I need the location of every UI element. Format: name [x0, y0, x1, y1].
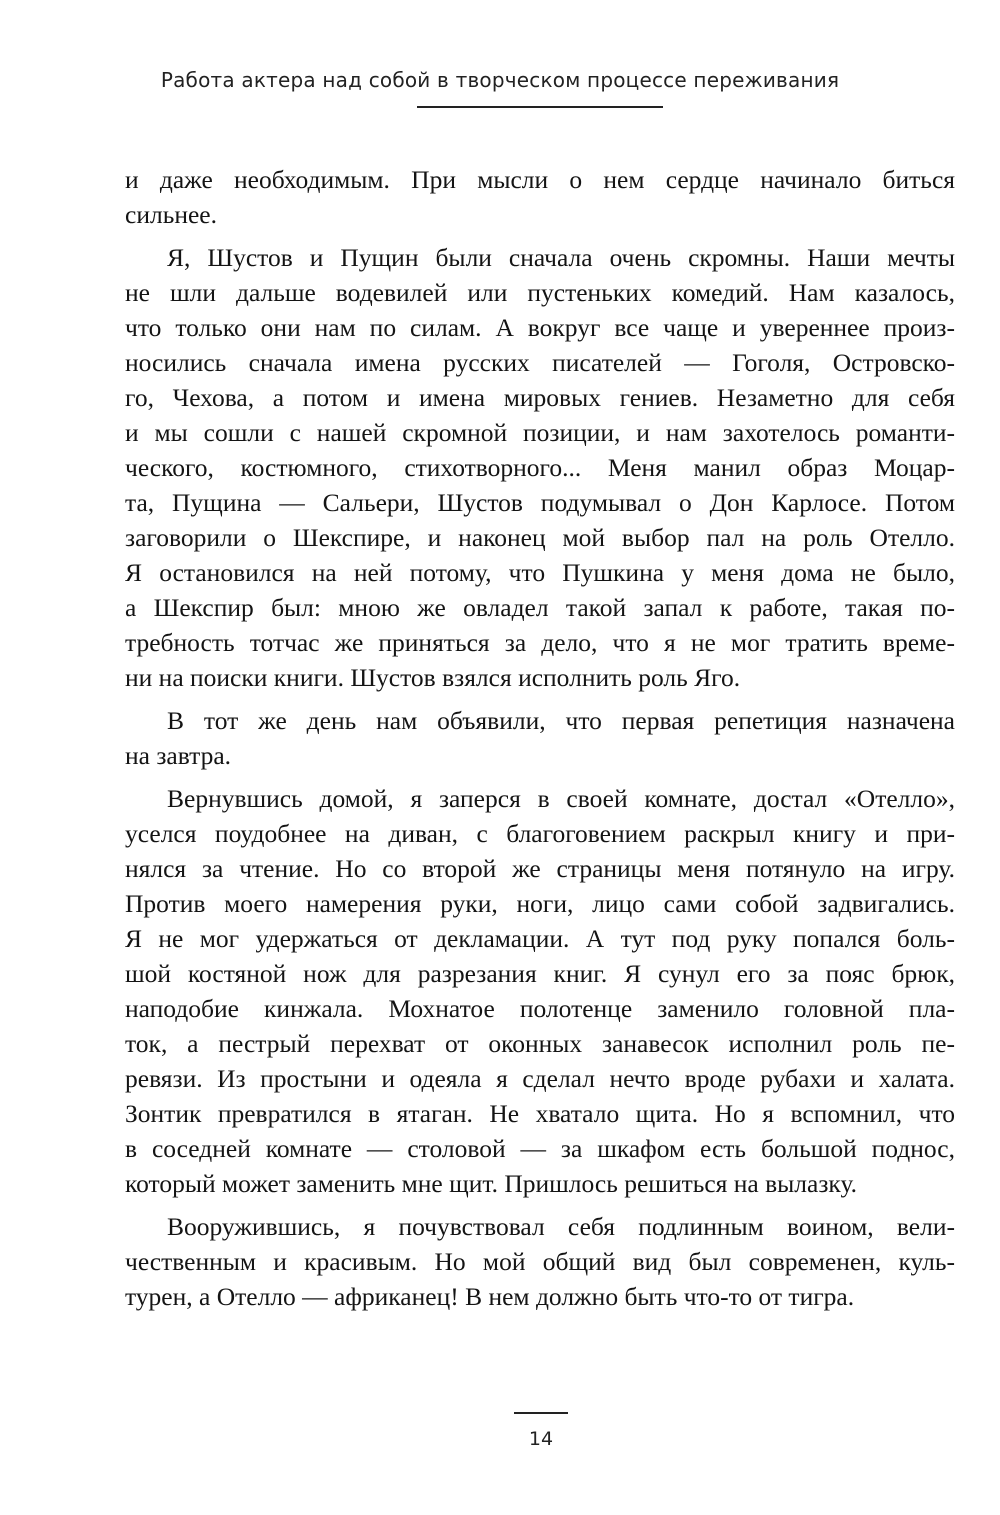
- text-line: ни на поиски книги. Шустов взялся исполнить роль Яго.: [125, 663, 741, 692]
- text-line: заговорили о Шекспире, и наконец мой выбор пал на роль Отелло.: [125, 523, 955, 552]
- text-line: Вооружившись, я почувствовал себя подлинным воином, вели-: [167, 1212, 955, 1241]
- text-line: нялся за чтение. Но со второй же страницы меня потянуло на игру.: [125, 854, 955, 883]
- text-line: турен, а Отелло — африканец! В нем должно быть что-то от тигра.: [125, 1282, 855, 1311]
- page-number: 14: [528, 1428, 554, 1450]
- text-line: не шли дальше водевилей или пустеньких комедий. Нам казалось,: [125, 278, 955, 307]
- header-rule: [417, 106, 663, 108]
- text-line: ток, а пестрый перехват от оконных занавесок исполнил роль пе-: [125, 1029, 955, 1058]
- paragraph: [125, 781, 955, 1201]
- text-line: шой костяной нож для разрезания книг. Я сунул его за пояс брюк,: [125, 959, 955, 988]
- text-line: та, Пущина — Сальери, Шустов подумывал о Дон Карлосе. Потом: [125, 488, 955, 517]
- text-line: уселся поудобнее на диван, с благоговением раскрыл книгу и при-: [125, 819, 955, 848]
- paragraph: [125, 162, 955, 232]
- text-line: ческого, костюмного, стихотворного... Меня манил образ Моцар-: [125, 453, 955, 482]
- text-line: Я не мог удержаться от декламации. А тут под руку попался боль-: [125, 924, 955, 953]
- text-line: на завтра.: [125, 741, 232, 770]
- text-line: чественным и красивым. Но мой общий вид был современен, куль-: [125, 1247, 955, 1276]
- text-line: который может заменить мне щит. Пришлось решиться на вылазку.: [125, 1169, 858, 1198]
- text-line: в соседней комнате — столовой — за шкафом есть большой поднос,: [125, 1134, 955, 1163]
- text-line: и даже необходимым. При мысли о нем сердце начинало биться: [125, 165, 955, 194]
- text-line: го, Чехова, а потом и имена мировых гениев. Незаметно для себя: [125, 383, 955, 412]
- text-line: В тот же день нам объявили, что первая репетиция назначена: [167, 706, 955, 735]
- text-line: Я остановился на ней потому, что Пушкина у меня дома не было,: [125, 558, 955, 587]
- text-line: Я, Шустов и Пущин были сначала очень скромны. Наши мечты: [167, 243, 955, 272]
- text-line: ревязи. Из простыни и одеяла я сделал нечто вроде рубахи и халата.: [125, 1064, 955, 1093]
- text-line: наподобие кинжала. Мохнатое полотенце заменило головной пла-: [125, 994, 955, 1023]
- text-line: требность тотчас же приняться за дело, что я не мог тратить време-: [125, 628, 955, 657]
- text-line: сильнее.: [125, 200, 217, 229]
- text-line: что только они нам по силам. А вокруг все чаще и увереннее произ-: [125, 313, 955, 342]
- text-line: а Шекспир был: мною же овладел такой запал к работе, такая по-: [125, 593, 955, 622]
- paragraph: [125, 1209, 955, 1314]
- footer-rule: [514, 1412, 568, 1414]
- text-line: Против моего намерения руки, ноги, лицо сами собой задвигались.: [125, 889, 955, 918]
- running-header: Работа актера над собой в творческом процессе переживания: [160, 68, 840, 92]
- text-body: [125, 162, 955, 1314]
- text-line: Вернувшись домой, я заперся в своей комнате, достал «Отелло»,: [167, 784, 955, 813]
- text-line: и мы сошли с нашей скромной позиции, и нам захотелось романти-: [125, 418, 955, 447]
- paragraph: [125, 240, 955, 695]
- paragraph: [125, 703, 955, 773]
- text-line: Зонтик превратился в ятаган. Не хватало щита. Но я вспомнил, что: [125, 1099, 955, 1128]
- text-line: носились сначала имена русских писателей — Гоголя, Островско-: [125, 348, 955, 377]
